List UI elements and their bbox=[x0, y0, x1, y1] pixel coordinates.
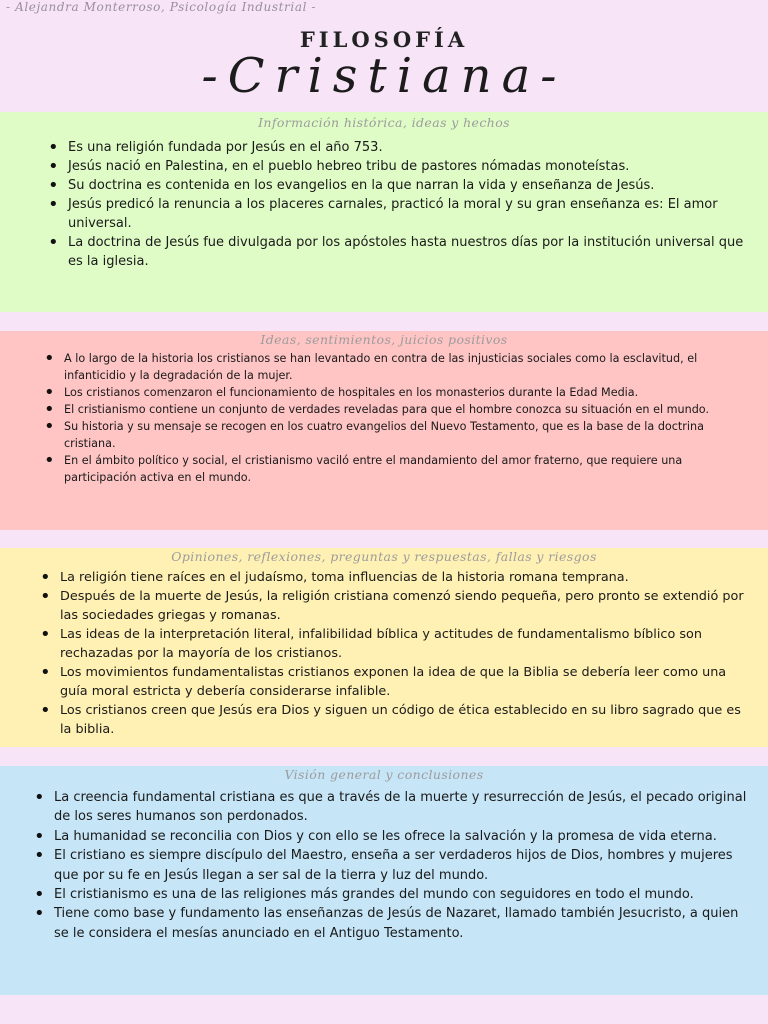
list-item: • En el ámbito político y social, el cristianismo vaciló entre el mandamiento del amor fraterno, que requiere una participación activa en el mundo. bbox=[64, 452, 754, 486]
list-item: • Después de la muerte de Jesús, la religión cristiana comenzó siendo pequeña, pero pronto se extendió por las sociedades griegas y romanas. bbox=[60, 587, 752, 625]
section-positive-ideas bbox=[0, 331, 768, 530]
section-opinions bbox=[0, 548, 768, 747]
list-item: • Los cristianos creen que Jesús era Dios y siguen un código de ética establecido en su libro sagrado que es la biblia. bbox=[60, 701, 752, 739]
list-item: • La creencia fundamental cristiana es que a través de la muerte y resurrección de Jesús, el pecado original de los seres humanos son perdonados. bbox=[54, 788, 750, 827]
list-item: • El cristiano es siempre discípulo del Maestro, enseña a ser verdaderos hijos de Dios, hombres y mujeres que por su fe en Jesús llegan a ser sal de la tierra y luz del mundo. bbox=[54, 846, 750, 885]
list-item: • La doctrina de Jesús fue divulgada por los apóstoles hasta nuestros días por la institución universal que es la iglesia. bbox=[68, 233, 752, 271]
list-item: • El cristianismo es una de las religiones más grandes del mundo con seguidores en todo el mundo. bbox=[54, 885, 750, 904]
title-script: -Cristiana- bbox=[201, 48, 567, 104]
list-item: • La religión tiene raíces en el judaísmo, toma influencias de la historia romana temprana. bbox=[60, 568, 752, 587]
list-item: • Jesús nació en Palestina, en el pueblo hebreo tribu de pastores nómadas monoteístas. bbox=[68, 157, 752, 176]
list-item: • Las ideas de la interpretación literal, infalibilidad bíblica y actitudes de fundamentalismo bíblico son rechazadas por la mayoría de los cristianos. bbox=[60, 625, 752, 663]
section-title: Información histórica, ideas y hechos bbox=[258, 115, 510, 130]
list-item: • La humanidad se reconcilia con Dios y con ello se les ofrece la salvación y la promesa de vida eterna. bbox=[54, 827, 750, 846]
section-title: Opiniones, reflexiones, preguntas y respuestas, fallas y riesgos bbox=[171, 549, 597, 564]
list-item: • Los movimientos fundamentalistas cristianos exponen la idea de que la Biblia se debería leer como una guía moral estricta y debería considerarse infalible. bbox=[60, 663, 752, 701]
bullet-list bbox=[54, 788, 750, 943]
bullet-list bbox=[68, 138, 752, 271]
bullet-list bbox=[64, 350, 754, 486]
list-item: • Jesús predicó la renuncia a los placeres carnales, practicó la moral y su gran enseñanza es: El amor universal. bbox=[68, 195, 752, 233]
section-title: Ideas, sentimientos, juicios positivos bbox=[260, 332, 508, 347]
section-historical-info bbox=[0, 112, 768, 312]
list-item: • Tiene como base y fundamento las enseñanzas de Jesús de Nazaret, llamado también Jesucristo, a quien se le considera el mesías anunciado en el Antiguo Testamento. bbox=[54, 904, 750, 943]
list-item: • El cristianismo contiene un conjunto de verdades reveladas para que el hombre conozca su situación en el mundo. bbox=[64, 401, 754, 418]
list-item: • Su doctrina es contenida en los evangelios en la que narran la vida y enseñanza de Jesús. bbox=[68, 176, 752, 195]
section-title: Visión general y conclusiones bbox=[284, 767, 484, 782]
section-overview-conclusions bbox=[0, 766, 768, 995]
author-line: - Alejandra Monterroso, Psicología Industrial - bbox=[6, 0, 317, 14]
list-item: • Los cristianos comenzaron el funcionamiento de hospitales en los monasterios durante la Edad Media. bbox=[64, 384, 754, 401]
list-item: • Es una religión fundada por Jesús en el año 753. bbox=[68, 138, 752, 157]
list-item: • A lo largo de la historia los cristianos se han levantado en contra de las injusticias sociales como la esclavitud, el infanticidio y la degradación de la mujer. bbox=[64, 350, 754, 384]
title-top: FILOSOFÍA bbox=[299, 27, 469, 52]
bullet-list bbox=[60, 568, 752, 739]
list-item: • Su historia y su mensaje se recogen en los cuatro evangelios del Nuevo Testamento, que es la base de la doctrina cristiana. bbox=[64, 418, 754, 452]
